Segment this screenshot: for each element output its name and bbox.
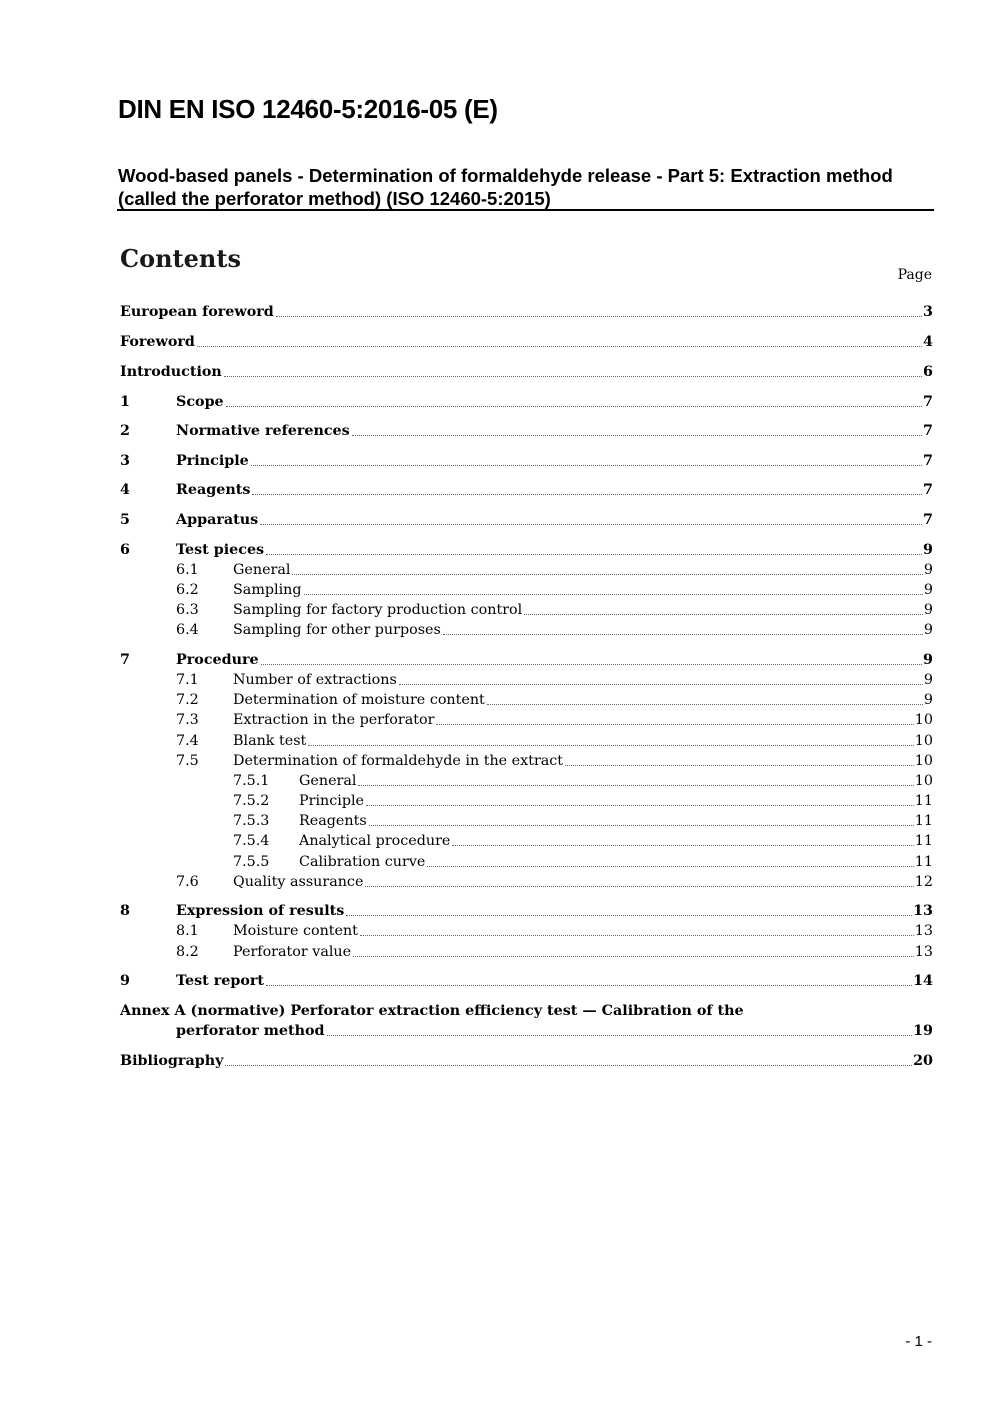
dot-leader — [225, 1065, 912, 1066]
dot-leader — [524, 614, 923, 615]
dot-leader — [358, 785, 913, 786]
toc-page: 13 — [914, 944, 933, 960]
toc-title: Scope — [176, 394, 224, 410]
toc-page: 13 — [914, 923, 933, 939]
toc-page: 7 — [923, 394, 933, 410]
toc-entry-7-5-4[interactable] — [233, 831, 933, 851]
toc-number: 8 — [120, 903, 130, 919]
toc-title: Test pieces — [176, 542, 265, 558]
toc-title: Quality assurance — [233, 874, 364, 890]
toc-entry-5[interactable] — [120, 510, 933, 530]
toc-entry-7[interactable] — [120, 650, 933, 670]
toc-number: 7.6 — [176, 874, 199, 890]
toc-page: 7 — [923, 512, 933, 528]
toc-title: Bibliography — [120, 1053, 224, 1069]
dot-leader — [266, 554, 922, 555]
dot-leader — [360, 935, 914, 936]
toc-number: 4 — [120, 482, 130, 498]
toc-number: 8.2 — [176, 944, 199, 960]
toc-title: Perforator value — [233, 944, 352, 960]
toc-entry-8-1[interactable] — [176, 921, 933, 941]
toc-number: 7.4 — [176, 733, 199, 749]
toc-page: 14 — [913, 973, 933, 989]
toc-number: 6.2 — [176, 582, 199, 598]
toc-page: 4 — [923, 334, 933, 350]
toc-entry-2[interactable] — [120, 421, 933, 441]
toc-entry-6-2[interactable] — [176, 580, 933, 600]
toc-number: 9 — [120, 973, 130, 989]
toc-title: Number of extractions — [233, 672, 397, 688]
dot-leader — [261, 664, 922, 665]
dot-leader — [366, 805, 914, 806]
toc-title: Determination of moisture content — [233, 692, 485, 708]
toc-number: 7.5 — [176, 753, 199, 769]
toc-number: 6 — [120, 542, 130, 558]
toc-entry-annex-a[interactable] — [176, 1021, 933, 1041]
toc-entry-8-2[interactable] — [176, 942, 933, 962]
dot-leader — [399, 684, 923, 685]
dot-leader — [346, 915, 912, 916]
toc-number: 7.5.4 — [233, 833, 270, 849]
toc-page: 9 — [923, 602, 933, 618]
toc-number: 7 — [120, 652, 130, 668]
toc-title: General — [233, 562, 291, 578]
page-column-label: Page — [897, 267, 932, 283]
toc-entry-7-6[interactable] — [176, 872, 933, 892]
toc-entry-7-3[interactable] — [176, 710, 933, 730]
toc-page: 9 — [923, 582, 933, 598]
toc-page: 6 — [923, 364, 933, 380]
toc-page: 9 — [923, 652, 933, 668]
toc-entry-7-5[interactable] — [176, 751, 933, 771]
toc-title: Expression of results — [176, 903, 345, 919]
toc-page: 20 — [913, 1053, 933, 1069]
toc-page: 10 — [914, 773, 933, 789]
dot-leader — [308, 745, 913, 746]
toc-title: Analytical procedure — [299, 833, 451, 849]
toc-entry-7-4[interactable] — [176, 731, 933, 751]
dot-leader — [352, 435, 922, 436]
dot-leader — [436, 724, 913, 725]
toc-title: European foreword — [120, 304, 274, 320]
toc-title: Procedure — [176, 652, 259, 668]
toc-page: 7 — [923, 453, 933, 469]
dot-leader — [304, 594, 923, 595]
toc-number: 7.5.2 — [233, 793, 270, 809]
toc-page: 11 — [914, 833, 933, 849]
toc-number: 7.5.3 — [233, 813, 270, 829]
toc-number: 1 — [120, 394, 130, 410]
footer-page-number: - 1 - — [905, 1333, 932, 1350]
toc-title: Foreword — [120, 334, 195, 350]
document-id: DIN EN ISO 12460-5:2016-05 (E) — [118, 94, 498, 124]
dot-leader — [452, 845, 913, 846]
toc-page: 3 — [923, 304, 933, 320]
toc-page: 12 — [914, 874, 933, 890]
toc-entry-bibliography[interactable] — [120, 1051, 933, 1071]
toc-number: 2 — [120, 423, 130, 439]
toc-entry-3[interactable] — [120, 451, 933, 471]
toc-page: 10 — [914, 753, 933, 769]
toc-title: Extraction in the perforator — [233, 712, 435, 728]
dot-leader — [353, 956, 914, 957]
toc-entry-4[interactable] — [120, 480, 933, 500]
dot-leader — [292, 574, 922, 575]
dot-leader — [197, 346, 922, 347]
dot-leader — [427, 866, 913, 867]
toc-page: 7 — [923, 482, 933, 498]
dot-leader — [224, 376, 922, 377]
dot-leader — [251, 465, 922, 466]
toc-entry-7-5-5[interactable] — [233, 852, 933, 872]
toc-page: 9 — [923, 622, 933, 638]
toc-title: Reagents — [299, 813, 367, 829]
toc-entry-7-5-3[interactable] — [233, 811, 933, 831]
toc-title: Principle — [176, 453, 249, 469]
dot-leader — [276, 316, 922, 317]
toc-number: 6.1 — [176, 562, 199, 578]
document-subtitle: Wood-based panels - Determination of formaldehyde release - Part 5: Extraction method (called the perforator method) (ISO 12460-5:2015) — [118, 165, 893, 209]
toc-title: Test report — [176, 973, 265, 989]
toc-title: Introduction — [120, 364, 222, 380]
toc-entry-introduction[interactable] — [120, 362, 933, 382]
toc-entry-9[interactable] — [120, 971, 933, 991]
dot-leader — [369, 825, 914, 826]
toc-number: 7.5.1 — [233, 773, 270, 789]
toc-title: General — [299, 773, 357, 789]
dot-leader — [266, 985, 912, 986]
toc-number: 8.1 — [176, 923, 199, 939]
toc-page: 10 — [914, 712, 933, 728]
toc-title: Moisture content — [233, 923, 358, 939]
toc-title: Determination of formaldehyde in the extract — [233, 753, 564, 769]
toc-number: 7.2 — [176, 692, 199, 708]
toc-entry-6-3[interactable] — [176, 600, 933, 620]
toc-title: Sampling for factory production control — [233, 602, 523, 618]
toc-title: Apparatus — [176, 512, 259, 528]
toc-number: 7.3 — [176, 712, 199, 728]
toc-page: 9 — [923, 672, 933, 688]
toc-page: 11 — [914, 793, 933, 809]
toc-number: 7.5.5 — [233, 854, 270, 870]
toc-entry-8[interactable] — [120, 901, 933, 921]
toc-number: 3 — [120, 453, 130, 469]
contents-heading: Contents — [120, 244, 241, 273]
toc-entry-1[interactable] — [120, 392, 933, 412]
toc-entry-6-1[interactable] — [176, 560, 933, 580]
toc-entry-foreword[interactable] — [120, 332, 933, 352]
toc-page: 19 — [913, 1023, 933, 1039]
toc-number: 6.4 — [176, 622, 199, 638]
toc-entry-7-2[interactable] — [176, 690, 933, 710]
toc-entry-6[interactable] — [120, 540, 933, 560]
toc-title: Reagents — [176, 482, 251, 498]
toc-title: Blank test — [233, 733, 307, 749]
dot-leader — [565, 765, 914, 766]
toc-title: perforator method — [176, 1023, 325, 1039]
toc-title: Sampling — [233, 582, 302, 598]
toc-number: 6.3 — [176, 602, 199, 618]
toc-entry-6-4[interactable] — [176, 620, 933, 640]
toc-number: 5 — [120, 512, 130, 528]
toc-number: 7.1 — [176, 672, 199, 688]
toc-page: 9 — [923, 542, 933, 558]
title-rule — [117, 209, 934, 211]
dot-leader — [327, 1035, 913, 1036]
toc-page: 9 — [923, 692, 933, 708]
toc-title: Normative references — [176, 423, 350, 439]
dot-leader — [487, 704, 923, 705]
toc-page: 9 — [923, 562, 933, 578]
dot-leader — [226, 406, 922, 407]
toc-entry-7-5-1[interactable] — [233, 771, 933, 791]
toc-title: Sampling for other purposes — [233, 622, 441, 638]
toc-entry-annex-a-line1[interactable]: Annex A (normative) Perforator extraction efficiency test — Calibration of the — [120, 1003, 744, 1019]
toc-page: 11 — [914, 813, 933, 829]
toc-page: 11 — [914, 854, 933, 870]
dot-leader — [260, 524, 922, 525]
toc-page: 10 — [914, 733, 933, 749]
toc-entry-7-5-2[interactable] — [233, 791, 933, 811]
dot-leader — [443, 634, 923, 635]
toc-title: Calibration curve — [299, 854, 426, 870]
toc-title: Principle — [299, 793, 364, 809]
toc-entry-7-1[interactable] — [176, 670, 933, 690]
toc-entry-european-foreword[interactable] — [120, 302, 933, 322]
toc-page: 7 — [923, 423, 933, 439]
toc-page: 13 — [913, 903, 933, 919]
dot-leader — [252, 494, 922, 495]
dot-leader — [365, 886, 913, 887]
